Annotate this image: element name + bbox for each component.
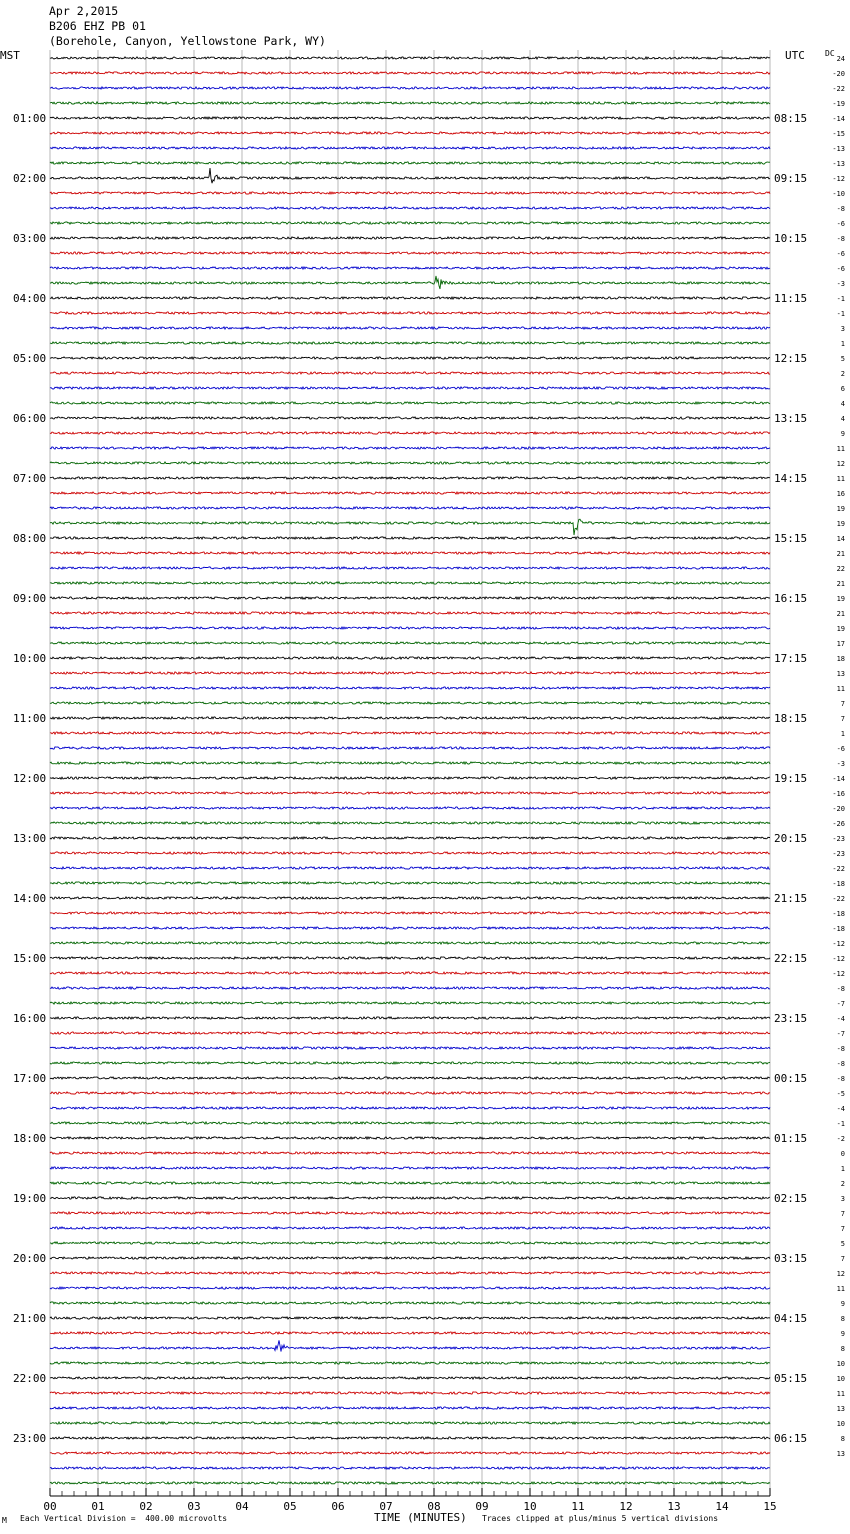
dc-offset-row-40: 18 xyxy=(836,655,845,663)
trace-row-73 xyxy=(50,1152,770,1154)
trace-row-85 xyxy=(50,1332,770,1334)
dc-offset-row-63: -7 xyxy=(836,1000,845,1008)
left-hour-label: 21:00 xyxy=(13,1312,47,1325)
dc-offset-row-19: 1 xyxy=(840,340,845,348)
dc-offset-row-93: 13 xyxy=(836,1450,845,1458)
trace-row-19 xyxy=(50,342,770,344)
dc-offset-row-59: -12 xyxy=(832,940,845,948)
trace-row-59 xyxy=(50,942,770,944)
left-hour-label: 03:00 xyxy=(13,232,47,245)
dc-offset-row-21: 2 xyxy=(840,370,845,378)
trace-row-26 xyxy=(50,447,770,449)
right-hour-label: 19:15 xyxy=(774,772,808,785)
dc-offset-row-54: -22 xyxy=(832,865,845,873)
dc-offset-row-44: 7 xyxy=(840,715,845,723)
trace-row-47 xyxy=(50,762,770,764)
dc-offset-row-52: -23 xyxy=(832,835,845,843)
dc-offset-row-53: -23 xyxy=(832,850,845,858)
dc-offset-row-46: -6 xyxy=(836,745,845,753)
trace-row-33 xyxy=(50,552,770,554)
trace-row-66 xyxy=(50,1047,770,1049)
right-hour-label: 11:15 xyxy=(774,292,808,305)
corner-mark: M xyxy=(2,1516,7,1525)
left-hour-label: 09:00 xyxy=(13,592,47,605)
dc-offset-labels xyxy=(832,55,845,1458)
right-hour-label: 03:15 xyxy=(774,1252,808,1265)
dc-offset-row-32: 14 xyxy=(836,535,845,543)
trace-row-4 xyxy=(50,117,770,119)
x-tick-label: 15 xyxy=(763,1500,777,1513)
dc-offset-row-84: 8 xyxy=(840,1315,845,1323)
dc-offset-row-35: 21 xyxy=(836,580,845,588)
trace-row-69 xyxy=(50,1092,770,1094)
clip-note: Traces clipped at plus/minus 5 vertical divisions xyxy=(482,1514,719,1523)
trace-row-37 xyxy=(50,612,770,614)
x-tick-label: 13 xyxy=(667,1500,681,1513)
trace-row-52 xyxy=(50,837,770,839)
dc-offset-row-80: 7 xyxy=(840,1255,845,1263)
dc-offset-row-9: -10 xyxy=(832,190,845,198)
left-hour-label: 23:00 xyxy=(13,1432,47,1445)
seismic-traces xyxy=(50,57,770,1484)
trace-row-0 xyxy=(50,57,770,59)
dc-offset-row-24: 4 xyxy=(840,415,845,423)
scale-note: Each Vertical Division = 400.00 microvolts xyxy=(20,1514,228,1523)
trace-row-89 xyxy=(50,1392,770,1394)
trace-row-93 xyxy=(50,1452,770,1454)
trace-row-14 xyxy=(50,267,770,269)
trace-row-91 xyxy=(50,1422,770,1424)
dc-offset-row-64: -4 xyxy=(836,1015,845,1023)
trace-row-35 xyxy=(50,582,770,584)
right-hour-label: 18:15 xyxy=(774,712,808,725)
dc-offset-row-22: 6 xyxy=(840,385,845,393)
trace-row-58 xyxy=(50,927,770,929)
trace-row-84 xyxy=(50,1317,770,1319)
right-hour-label: 15:15 xyxy=(774,532,808,545)
x-tick-label: 09 xyxy=(475,1500,489,1513)
trace-row-76 xyxy=(50,1197,770,1199)
left-hour-label: 01:00 xyxy=(13,112,47,125)
x-tick-label: 00 xyxy=(43,1500,57,1513)
trace-row-7 xyxy=(50,162,770,164)
dc-offset-row-30: 19 xyxy=(836,505,845,513)
dc-offset-row-4: -14 xyxy=(832,115,845,123)
trace-row-62 xyxy=(50,987,770,989)
trace-row-46 xyxy=(50,747,770,749)
dc-offset-row-13: -6 xyxy=(836,250,845,258)
trace-row-50 xyxy=(50,807,770,809)
trace-row-25 xyxy=(50,432,770,434)
dc-offset-row-66: -8 xyxy=(836,1045,845,1053)
right-hour-label: 08:15 xyxy=(774,112,808,125)
trace-row-9 xyxy=(50,192,770,194)
dc-offset-row-34: 22 xyxy=(836,565,845,573)
trace-row-41 xyxy=(50,672,770,674)
trace-row-43 xyxy=(50,702,770,704)
dc-offset-row-75: 2 xyxy=(840,1180,845,1188)
x-tick-label: 08 xyxy=(427,1500,441,1513)
trace-row-27 xyxy=(50,462,770,464)
dc-offset-row-23: 4 xyxy=(840,400,845,408)
dc-offset-row-92: 8 xyxy=(840,1435,845,1443)
right-hour-label: 02:15 xyxy=(774,1192,808,1205)
dc-offset-row-8: -12 xyxy=(832,175,845,183)
dc-offset-row-14: -6 xyxy=(836,265,845,273)
x-tick-label: 06 xyxy=(331,1500,345,1513)
right-hour-label: 10:15 xyxy=(774,232,808,245)
trace-row-6 xyxy=(50,147,770,149)
trace-row-67 xyxy=(50,1062,770,1064)
trace-row-16 xyxy=(50,297,770,299)
trace-row-87 xyxy=(50,1362,770,1364)
x-axis xyxy=(43,1488,776,1513)
trace-row-42 xyxy=(50,687,770,689)
right-hour-label: 16:15 xyxy=(774,592,808,605)
trace-row-23 xyxy=(50,402,770,404)
trace-row-88 xyxy=(50,1377,770,1379)
dc-offset-row-85: 9 xyxy=(840,1330,845,1338)
left-hour-label: 19:00 xyxy=(13,1192,47,1205)
dc-offset-row-27: 12 xyxy=(836,460,845,468)
trace-row-51 xyxy=(50,822,770,824)
left-hour-label: 14:00 xyxy=(13,892,47,905)
trace-row-36 xyxy=(50,597,770,599)
trace-row-39 xyxy=(50,642,770,644)
left-timezone-label: MST xyxy=(0,49,20,62)
header-station: B206 EHZ PB 01 xyxy=(49,19,146,33)
trace-row-8 xyxy=(50,168,770,183)
x-tick-label: 01 xyxy=(91,1500,105,1513)
trace-row-3 xyxy=(50,102,770,104)
x-tick-label: 07 xyxy=(379,1500,393,1513)
dc-offset-row-1: -20 xyxy=(832,70,845,78)
left-hour-label: 02:00 xyxy=(13,172,47,185)
dc-offset-row-15: -3 xyxy=(836,280,845,288)
trace-row-54 xyxy=(50,867,770,869)
dc-label: DC xyxy=(825,49,835,58)
dc-offset-row-36: 19 xyxy=(836,595,845,603)
dc-offset-row-68: -8 xyxy=(836,1075,845,1083)
trace-row-81 xyxy=(50,1272,770,1274)
dc-offset-row-17: -1 xyxy=(836,310,845,318)
dc-offset-row-61: -12 xyxy=(832,970,845,978)
x-tick-label: 10 xyxy=(523,1500,537,1513)
trace-row-15 xyxy=(50,276,770,289)
dc-offset-row-76: 3 xyxy=(840,1195,845,1203)
dc-offset-row-11: -6 xyxy=(836,220,845,228)
trace-row-34 xyxy=(50,567,770,569)
dc-offset-row-74: 1 xyxy=(840,1165,845,1173)
dc-offset-row-7: -13 xyxy=(832,160,845,168)
dc-offset-row-26: 11 xyxy=(836,445,845,453)
trace-row-38 xyxy=(50,627,770,629)
dc-offset-row-43: 7 xyxy=(840,700,845,708)
dc-offset-row-77: 7 xyxy=(840,1210,845,1218)
right-hour-label: 06:15 xyxy=(774,1432,808,1445)
right-hour-label: 21:15 xyxy=(774,892,808,905)
dc-offset-row-31: 19 xyxy=(836,520,845,528)
dc-offset-row-86: 8 xyxy=(840,1345,845,1353)
right-hour-label: 20:15 xyxy=(774,832,808,845)
x-axis-title: TIME (MINUTES) xyxy=(374,1511,467,1524)
trace-row-49 xyxy=(50,792,770,794)
trace-row-29 xyxy=(50,492,770,494)
trace-row-64 xyxy=(50,1017,770,1019)
dc-offset-row-70: -4 xyxy=(836,1105,845,1113)
dc-offset-row-28: 11 xyxy=(836,475,845,483)
right-hour-label: 09:15 xyxy=(774,172,808,185)
vertical-gridlines xyxy=(50,50,770,1491)
trace-row-78 xyxy=(50,1227,770,1229)
trace-row-44 xyxy=(50,717,770,719)
dc-offset-row-81: 12 xyxy=(836,1270,845,1278)
trace-row-60 xyxy=(50,957,770,959)
x-tick-label: 11 xyxy=(571,1500,585,1513)
dc-offset-row-45: 1 xyxy=(840,730,845,738)
dc-offset-row-10: -8 xyxy=(836,205,845,213)
trace-row-79 xyxy=(50,1242,770,1244)
trace-row-53 xyxy=(50,852,770,854)
right-hour-label: 05:15 xyxy=(774,1372,808,1385)
dc-offset-row-18: 3 xyxy=(840,325,845,333)
trace-row-94 xyxy=(50,1467,770,1469)
x-tick-label: 14 xyxy=(715,1500,729,1513)
dc-offset-row-37: 21 xyxy=(836,610,845,618)
left-hour-label: 11:00 xyxy=(13,712,47,725)
dc-offset-row-16: -1 xyxy=(836,295,845,303)
dc-offset-row-58: -18 xyxy=(832,925,845,933)
dc-offset-row-38: 19 xyxy=(836,625,845,633)
left-hour-label: 04:00 xyxy=(13,292,47,305)
left-hour-label: 18:00 xyxy=(13,1132,47,1145)
trace-row-71 xyxy=(50,1122,770,1124)
dc-offset-row-69: -5 xyxy=(836,1090,845,1098)
right-hour-label: 13:15 xyxy=(774,412,808,425)
trace-row-11 xyxy=(50,222,770,224)
dc-offset-row-3: -19 xyxy=(832,100,845,108)
trace-row-17 xyxy=(50,312,770,314)
trace-row-24 xyxy=(50,417,770,419)
x-tick-label: 05 xyxy=(283,1500,297,1513)
dc-offset-row-25: 9 xyxy=(840,430,845,438)
trace-row-92 xyxy=(50,1437,770,1439)
right-hour-label: 14:15 xyxy=(774,472,808,485)
trace-row-61 xyxy=(50,972,770,974)
dc-offset-row-88: 10 xyxy=(836,1375,845,1383)
trace-row-95 xyxy=(50,1482,770,1484)
dc-offset-row-79: 5 xyxy=(840,1240,845,1248)
right-hour-labels xyxy=(774,112,807,1445)
trace-row-83 xyxy=(50,1302,770,1304)
dc-offset-row-0: 24 xyxy=(836,55,845,63)
trace-row-74 xyxy=(50,1167,770,1169)
dc-offset-row-12: -8 xyxy=(836,235,845,243)
trace-row-21 xyxy=(50,372,770,374)
dc-offset-row-6: -13 xyxy=(832,145,845,153)
left-hour-label: 06:00 xyxy=(13,412,47,425)
dc-offset-row-20: 5 xyxy=(840,355,845,363)
trace-row-22 xyxy=(50,387,770,389)
right-hour-label: 22:15 xyxy=(774,952,808,965)
trace-row-56 xyxy=(50,897,770,899)
dc-offset-row-47: -3 xyxy=(836,760,845,768)
dc-offset-row-91: 10 xyxy=(836,1420,845,1428)
dc-offset-row-42: 11 xyxy=(836,685,845,693)
dc-offset-row-41: 13 xyxy=(836,670,845,678)
trace-row-20 xyxy=(50,357,770,359)
left-hour-label: 15:00 xyxy=(13,952,47,965)
x-tick-label: 12 xyxy=(619,1500,633,1513)
dc-offset-row-48: -14 xyxy=(832,775,845,783)
trace-row-48 xyxy=(50,777,770,779)
left-hour-label: 10:00 xyxy=(13,652,47,665)
dc-offset-row-90: 13 xyxy=(836,1405,845,1413)
x-tick-label: 03 xyxy=(187,1500,201,1513)
left-hour-label: 08:00 xyxy=(13,532,47,545)
dc-offset-row-72: -2 xyxy=(836,1135,845,1143)
dc-offset-row-62: -8 xyxy=(836,985,845,993)
right-hour-label: 17:15 xyxy=(774,652,808,665)
trace-row-18 xyxy=(50,327,770,329)
trace-row-1 xyxy=(50,72,770,74)
dc-offset-row-5: -15 xyxy=(832,130,845,138)
trace-row-65 xyxy=(50,1032,770,1034)
left-hour-label: 12:00 xyxy=(13,772,47,785)
trace-row-90 xyxy=(50,1407,770,1409)
trace-row-68 xyxy=(50,1077,770,1079)
right-hour-label: 00:15 xyxy=(774,1072,808,1085)
trace-row-72 xyxy=(50,1137,770,1139)
dc-offset-row-57: -18 xyxy=(832,910,845,918)
right-hour-label: 12:15 xyxy=(774,352,808,365)
header-location: (Borehole, Canyon, Yellowstone Park, WY) xyxy=(49,34,326,48)
trace-row-77 xyxy=(50,1212,770,1214)
trace-row-28 xyxy=(50,477,770,479)
dc-offset-row-60: -12 xyxy=(832,955,845,963)
x-tick-label: 04 xyxy=(235,1500,249,1513)
dc-offset-row-89: 11 xyxy=(836,1390,845,1398)
left-hour-label: 13:00 xyxy=(13,832,47,845)
trace-row-55 xyxy=(50,882,770,884)
dc-offset-row-83: 9 xyxy=(840,1300,845,1308)
left-hour-labels xyxy=(13,112,46,1445)
right-timezone-label: UTC xyxy=(785,49,805,62)
trace-row-13 xyxy=(50,252,770,254)
trace-row-45 xyxy=(50,732,770,734)
trace-row-82 xyxy=(50,1287,770,1289)
dc-offset-row-51: -26 xyxy=(832,820,845,828)
dc-offset-row-55: -18 xyxy=(832,880,845,888)
trace-row-57 xyxy=(50,912,770,914)
dc-offset-row-65: -7 xyxy=(836,1030,845,1038)
dc-offset-row-73: 0 xyxy=(840,1150,845,1158)
left-hour-label: 16:00 xyxy=(13,1012,47,1025)
dc-offset-row-39: 17 xyxy=(836,640,845,648)
trace-row-32 xyxy=(50,537,770,539)
dc-offset-row-67: -8 xyxy=(836,1060,845,1068)
dc-offset-row-56: -22 xyxy=(832,895,845,903)
trace-row-5 xyxy=(50,132,770,134)
trace-row-10 xyxy=(50,207,770,209)
dc-offset-row-50: -20 xyxy=(832,805,845,813)
trace-row-70 xyxy=(50,1107,770,1109)
trace-row-40 xyxy=(50,657,770,659)
right-hour-label: 01:15 xyxy=(774,1132,808,1145)
dc-offset-row-82: 11 xyxy=(836,1285,845,1293)
left-hour-label: 05:00 xyxy=(13,352,47,365)
right-hour-label: 04:15 xyxy=(774,1312,808,1325)
dc-offset-row-49: -16 xyxy=(832,790,845,798)
dc-offset-row-29: 16 xyxy=(836,490,845,498)
left-hour-label: 22:00 xyxy=(13,1372,47,1385)
trace-row-80 xyxy=(50,1257,770,1259)
trace-row-2 xyxy=(50,87,770,89)
trace-row-63 xyxy=(50,1002,770,1004)
trace-row-75 xyxy=(50,1182,770,1184)
x-tick-label: 02 xyxy=(139,1500,153,1513)
trace-row-31 xyxy=(50,519,770,535)
left-hour-label: 07:00 xyxy=(13,472,47,485)
dc-offset-row-87: 10 xyxy=(836,1360,845,1368)
right-hour-label: 23:15 xyxy=(774,1012,808,1025)
dc-offset-row-78: 7 xyxy=(840,1225,845,1233)
trace-row-86 xyxy=(50,1340,770,1351)
dc-offset-row-71: -1 xyxy=(836,1120,845,1128)
dc-offset-row-2: -22 xyxy=(832,85,845,93)
left-hour-label: 20:00 xyxy=(13,1252,47,1265)
dc-offset-row-33: 21 xyxy=(836,550,845,558)
trace-row-30 xyxy=(50,507,770,509)
trace-row-12 xyxy=(50,237,770,239)
left-hour-label: 17:00 xyxy=(13,1072,47,1085)
header-date: Apr 2,2015 xyxy=(49,4,119,18)
